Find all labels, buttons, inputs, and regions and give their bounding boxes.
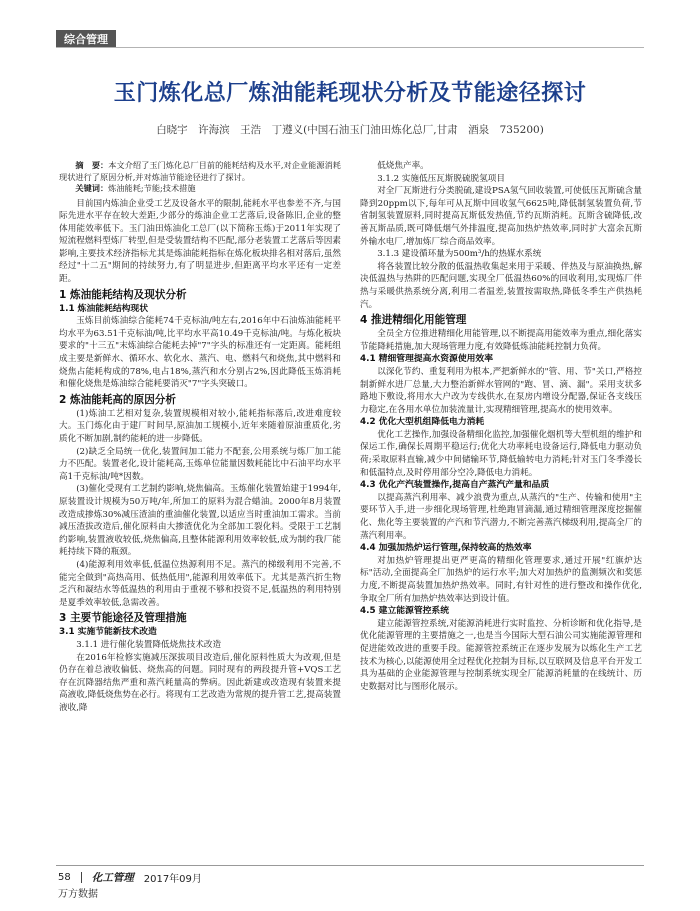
subsection-heading: 1.1 炼油能耗结构现状 <box>59 303 149 314</box>
left-column <box>59 160 341 714</box>
body-paragraph: 玉炼目前炼油综合能耗74千克标油/吨左右,2016年中石油炼油能耗平均水平为63.51千克标油/吨,比平均水平高10.49千克标油/吨。与炼化板块要求的"十三五"末炼油综合能耗去掉"7"字头的标准还有一定距离。能耗组成主要是新鲜水、循环水、软化水、蒸汽、电、燃料气和烧焦,其中燃料和烧焦占能耗构成的78%,电占18%,蒸汽和水分别占2%,因此降低玉炼消耗和催化烧焦是炼油综合能耗要消灭"7"字头突破口。 <box>59 316 341 390</box>
body-paragraph: 全员全方位推进精细化用能管理,以不断提高用能效率为重点,细化落实节能降耗措施,加大现场管理力度,有效降低炼油能耗控制力负荷。 <box>360 329 642 352</box>
footer-divider <box>56 865 644 866</box>
article-title: 玉门炼化总厂炼油能耗现状分析及节能途径探讨 <box>113 81 587 106</box>
subsection-heading: 3.1 实施节能新技术改造 <box>59 627 157 638</box>
author-line: 白晓宇 许海滨 王浩 丁遵义(中国石油玉门油田炼化总厂,甘肃 酒泉 735200) <box>156 124 544 136</box>
section-heading: 3 主要节能途径及管理措施 <box>59 612 187 625</box>
body-paragraph: 以提高蒸汽利用率、减少浪费为重点,从蒸汽的"生产、传输和使用"主要环节入手,进一步细化现场管理,杜绝跑冒滴漏,通过精细管理深度挖掘催化、焦化等主要装置的产汽和节汽潜力,不断完善蒸汽梯级利用,提高全厂的蒸汽利用率。 <box>360 492 642 541</box>
journal-name: 化工管理 <box>91 872 134 884</box>
keywords-text: 炼油能耗;节能;技术措施 <box>108 183 196 193</box>
body-paragraph: 将各装置比较分散的低温热收集起来用于采暖、伴热及与原油换热,解决低温热与热阱的匹配问题,实现全厂低温热60%的回收利用,实现炼厂伴热与采暖供热系统分离,利用二者温差,装置按需取热,降低冬季生产供热耗汽。 <box>360 261 642 310</box>
abstract-label: 摘 要： <box>75 160 109 170</box>
page-footer <box>58 870 202 885</box>
section-tab <box>56 30 116 48</box>
subsection-heading: 4.1 精细管理提高水资源使用效率 <box>360 354 494 365</box>
keywords-label: 关键词： <box>75 183 109 193</box>
subsection-heading: 4.5 建立能源管控系统 <box>360 606 450 617</box>
section-heading: 4 推进精细化用能管理 <box>360 314 467 327</box>
body-paragraph: (2)缺乏全局统一优化,装置间加工能力不配套,公用系统与炼厂加工能力不匹配。装置老化,设计能耗高,玉炼单位能量因数耗能比中石油平均水平高1千克标油/吨*因数。 <box>59 446 341 482</box>
body-paragraph: 在2016年检修实施减压深拔项目改造后,催化原料性质大为改观,但是仍存在着总液收偏低、烧焦高的问题。同时现有的两段提升管+VQS工艺存在沉降器结焦严重和蒸汽耗量高的弊病。因此新建或改造现有装置来提高液收,降低烧焦势在必行。将现有工艺改造为常规的提升管工艺,提高装置液收,降 <box>59 652 341 713</box>
body-paragraph: (1)炼油工艺相对复杂,装置规模相对较小,能耗指标落后,改进难度较大。玉门炼化由于建厂时间早,原油加工规模小,近年来随着原油重质化,劣质化不断加剧,制约能耗的进一步降低。 <box>59 408 341 444</box>
sub-subsection-heading: 3.1.1 进行催化装置降低烧焦技术改造 <box>76 639 222 650</box>
sub-subsection-heading: 3.1.3 建设循环量为500m³/h的热媒水系统 <box>377 249 542 260</box>
body-paragraph: 优化工艺操作,加强设备精细化监控,加强催化烟机等大型机组的维护和保运工作,确保长周期平稳运行;优化大功率耗电设备运行,降低电力驱动负荷;采取原料直输,减少中间储输环节,降低输转电力消耗;针对玉门冬季漫长和低温特点,及时停用部分空冷,降低电力消耗。 <box>360 429 642 478</box>
body-paragraph: 低烧焦产率。 <box>377 161 429 171</box>
keywords <box>59 183 341 195</box>
section-heading: 2 炼油能耗高的原因分析 <box>59 393 176 406</box>
page-number: 58 <box>58 872 71 883</box>
body-paragraph: 对加热炉管理提出更严更高的精细化管理要求,通过开展"红旗炉达标"活动,全面提高全厂加热炉的运行水平;加大对加热炉的监测频次和奖惩力度,不断提高装置加热炉热效率。同时,有针对性的进行整改和操作优化,争取全厂所有加热炉热效率达到设计值。 <box>360 555 642 604</box>
subsection-heading: 4.3 优化产汽装置操作,提高自产蒸汽产量和品质 <box>360 480 550 491</box>
sub-subsection-heading: 3.1.2 实施低压瓦斯脱硫脱氢项目 <box>377 173 505 184</box>
database-watermark: 万方数据 <box>58 889 98 900</box>
body-paragraph: (4)能源利用效率低,低温位热源利用不足。蒸汽的梯级利用不完善,不能完全做到"高热高用、低热低用",能源利用效率低下。尤其是蒸汽折生物乏汽和凝结水等低温热的利用由于重视不够和投资不足,低温热的利用特别是夏季效率较低,急需改善。 <box>59 559 341 608</box>
subsection-heading: 4.4 加强加热炉运行管理,保持较高的热效率 <box>360 543 532 554</box>
body-paragraph: 目前国内炼油企业受工艺及设备水平的限制,能耗水平也参差不齐,与国际先进水平存在较大差距,少部分的炼油企业工艺落后,设备陈旧,企业的整体用能效率低下。玉门油田炼油化工总厂(以下简称玉炼)于2011年实现了短流程燃料型炼厂转型,但是受装置结构不匹配,部分老装置工艺落后等因素影响,主要技术经济指标尤其是炼油能耗指标在炼化板块排名相对落后,虽然经过"十二五"期间的持续努力,有了明显进步,但距离平均水平还有一定差距。 <box>59 198 341 285</box>
body-paragraph: 建立能源管控系统,对能源消耗进行实时监控、分析诊断和优化指导,是优化能源管理的主要措施之一,也是当今国际大型石油公司实施能源管理和促进能效改进的重要手段。能源管控系统正在逐步发展为以炼化生产工艺技术为核心,以能源使用全过程优化控制为目标,以互联网及信息平台开发工具为基础的企业能源管理与控制系统实现全厂能源消耗量的在线统计、历史数据对比与图形化展示。 <box>360 618 642 692</box>
body-paragraph: 对全厂瓦斯进行分类脱硫,建设PSA氢气回收装置,可使低压瓦斯硫含量降到20ppm以下,每年可从瓦斯中回收氢气6625吨,降低制氢装置负荷,节省制氢装置原料,同时提高瓦斯低发热值,节约瓦斯消耗。瓦斯含硫降低,改善瓦斯品质,既可降低烟气外排温度,提高加热炉热效率,同时扩大富余瓦斯外输水电厂,增加炼厂综合商品效率。 <box>360 186 642 247</box>
abstract <box>59 160 341 183</box>
header-divider <box>56 47 644 48</box>
section-heading: 1 炼油能耗结构及现状分析 <box>59 288 187 301</box>
body-paragraph: (3)催化受现有工艺制约影响,烧焦偏高。玉炼催化装置始建于1994年,原装置设计规模为50万吨/年,所加工的原料为混合蜡油。2000年8月装置改造成掺炼30%减压渣油的重油催化装置,以适应当时重油加工需求。当前减压渣拔改造后,催化原料由大掺渣优化为全部加工裂化料。受限于工艺制约影响,装置液收较低,烧焦偏高,且整体能源利用效率较低,成为制约我厂能耗持续下降的瓶颈。 <box>59 484 341 558</box>
abstract-text: 本文介绍了玉门炼化总厂目前的能耗结构及水平,对企业能源消耗现状进行了原因分析,并对炼油节能途径进行了探讨。 <box>59 160 341 182</box>
section-label: 综合管理 <box>56 30 116 48</box>
footer-separator <box>81 872 82 883</box>
right-column <box>360 160 642 693</box>
issue-date: 2017年09月 <box>143 874 202 885</box>
body-paragraph: 以深化节约、重复利用为根本,严把新鲜水的"管、用、节"关口,严格控制新鲜水进厂总量,大力整治新鲜水管网的"跑、冒、滴、漏"。采用支状多路地下敷设,将用水大户改为专线供水,在泵房内增设分配器,保证各支线压力稳定,在各用水单位加装流量计,实现精细管理,提高水的使用效率。 <box>360 366 642 415</box>
subsection-heading: 4.2 优化大型机组降低电力消耗 <box>360 417 485 428</box>
